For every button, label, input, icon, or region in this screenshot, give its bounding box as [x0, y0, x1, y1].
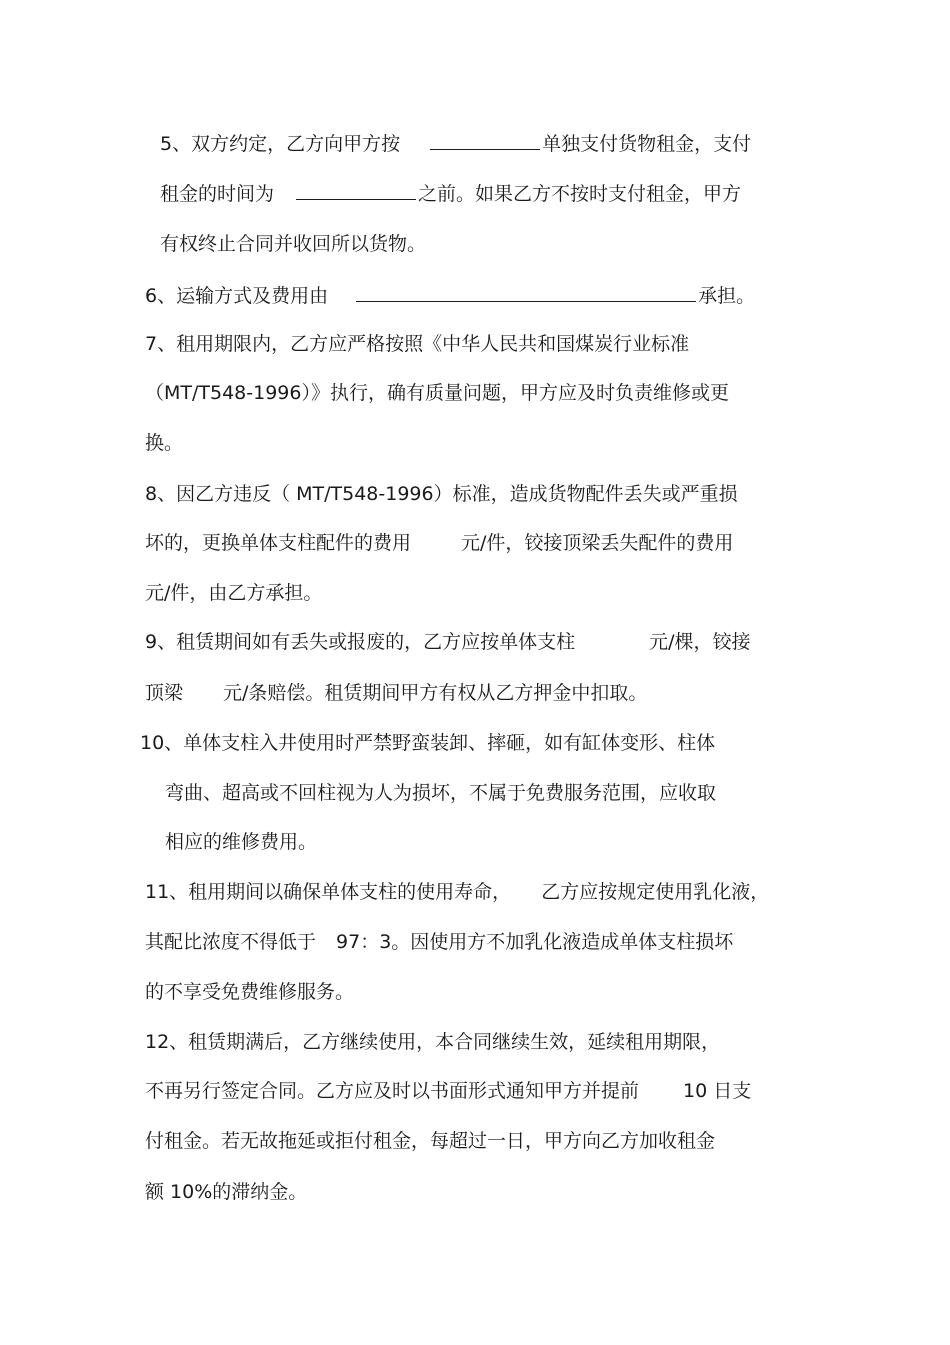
clause-9-line-2 [145, 681, 647, 705]
clause-text: 其配比浓度不得低于 [145, 931, 317, 953]
clause-10-line-1 [140, 731, 715, 755]
clause-text: 11、租用期间以确保单体支柱的使用寿命， [145, 881, 512, 903]
clause-text: 租金的时间为 [160, 183, 275, 205]
clause-7-line-1 [145, 332, 689, 356]
clause-10-line-3 [165, 830, 317, 854]
clause-9-line-1 [145, 630, 751, 654]
clause-text: 之前。如果乙方不按时支付租金，甲方 [418, 183, 742, 205]
clause-12-line-2 [145, 1079, 751, 1103]
clause-5-line-1 [160, 131, 751, 156]
clause-text: 相应的维修费用。 [165, 831, 318, 853]
clause-text: 乙方应按规定使用乳化液， [541, 881, 770, 903]
clause-text: 7、租用期限内，乙方应严格按照《中华人民共和国煤炭行业标准 [145, 333, 690, 355]
fill-blank [296, 181, 416, 200]
clause-text: 9、租赁期间如有丢失或报废的，乙方应按单体支柱 [145, 631, 576, 653]
clause-text: 顶梁 [145, 682, 184, 704]
clause-text: 付租金。若无故拖延或拒付租金，每超过一日，甲方向乙方加收租金 [145, 1130, 716, 1152]
clause-7-line-3 [145, 431, 183, 455]
clause-text: 换。 [145, 432, 184, 454]
clause-text: 10、单体支柱入井使用时严禁野蛮装卸、摔砸，如有缸体变形、柱体 [140, 732, 716, 754]
clause-text: 单独支付货物租金，支付 [542, 133, 752, 155]
clause-6-line-1 [145, 283, 755, 308]
clause-11-line-1 [145, 880, 769, 904]
clause-11-line-2 [145, 930, 733, 954]
clause-text: 5、双方约定，乙方向甲方按 [160, 133, 401, 155]
clause-text: 8、因乙方违反（ MT/T548-1996）标准，造成货物配件丢失或严重损 [145, 483, 738, 505]
clause-text: 6、运输方式及费用由 [145, 285, 329, 307]
fill-blank [356, 283, 696, 302]
clause-7-line-2 [145, 381, 729, 405]
clause-text: 元/件，铰接顶梁丢失配件的费用 [461, 532, 734, 554]
clause-text: 不再另行签定合同。乙方应及时以书面形式通知甲方并提前 [145, 1080, 640, 1102]
clause-12-line-1 [145, 1030, 720, 1054]
clause-text: 额 10%的滞纳金。 [145, 1181, 308, 1203]
clause-11-line-3 [145, 980, 354, 1004]
clause-5-line-3 [160, 232, 426, 256]
clause-10-line-2 [165, 781, 716, 805]
clause-text: 的不享受免费维修服务。 [145, 981, 355, 1003]
clause-8-line-3 [145, 581, 322, 605]
clause-text: （MT/T548-1996）》执行，确有质量问题，甲方应及时负责维修或更 [145, 382, 729, 404]
clause-5-line-2 [160, 181, 741, 206]
clause-text: 元/棵，铰接 [649, 631, 751, 653]
clause-12-line-4 [145, 1180, 307, 1204]
clause-text: 元/条赔偿。租赁期间甲方有权从乙方押金中扣取。 [223, 682, 648, 704]
clause-text: 10 日支 [683, 1080, 752, 1102]
clause-text: 12、租赁期满后，乙方继续使用，本合同继续生效，延续租用期限， [145, 1031, 721, 1053]
clause-8-line-2 [145, 531, 733, 555]
fill-blank [430, 131, 540, 150]
clause-12-line-3 [145, 1129, 715, 1153]
clause-8-line-1 [145, 482, 738, 506]
clause-text: 97：3。因使用方不加乳化液造成单体支柱损坏 [336, 931, 734, 953]
clause-text: 坏的，更换单体支柱配件的费用 [145, 532, 412, 554]
clause-text: 承担。 [698, 285, 756, 307]
clause-text: 有权终止合同并收回所以货物。 [160, 233, 427, 255]
clause-text: 弯曲、超高或不回柱视为人为损坏，不属于免费服务范围，应收取 [165, 782, 717, 804]
clause-text: 元/件，由乙方承担。 [145, 582, 323, 604]
